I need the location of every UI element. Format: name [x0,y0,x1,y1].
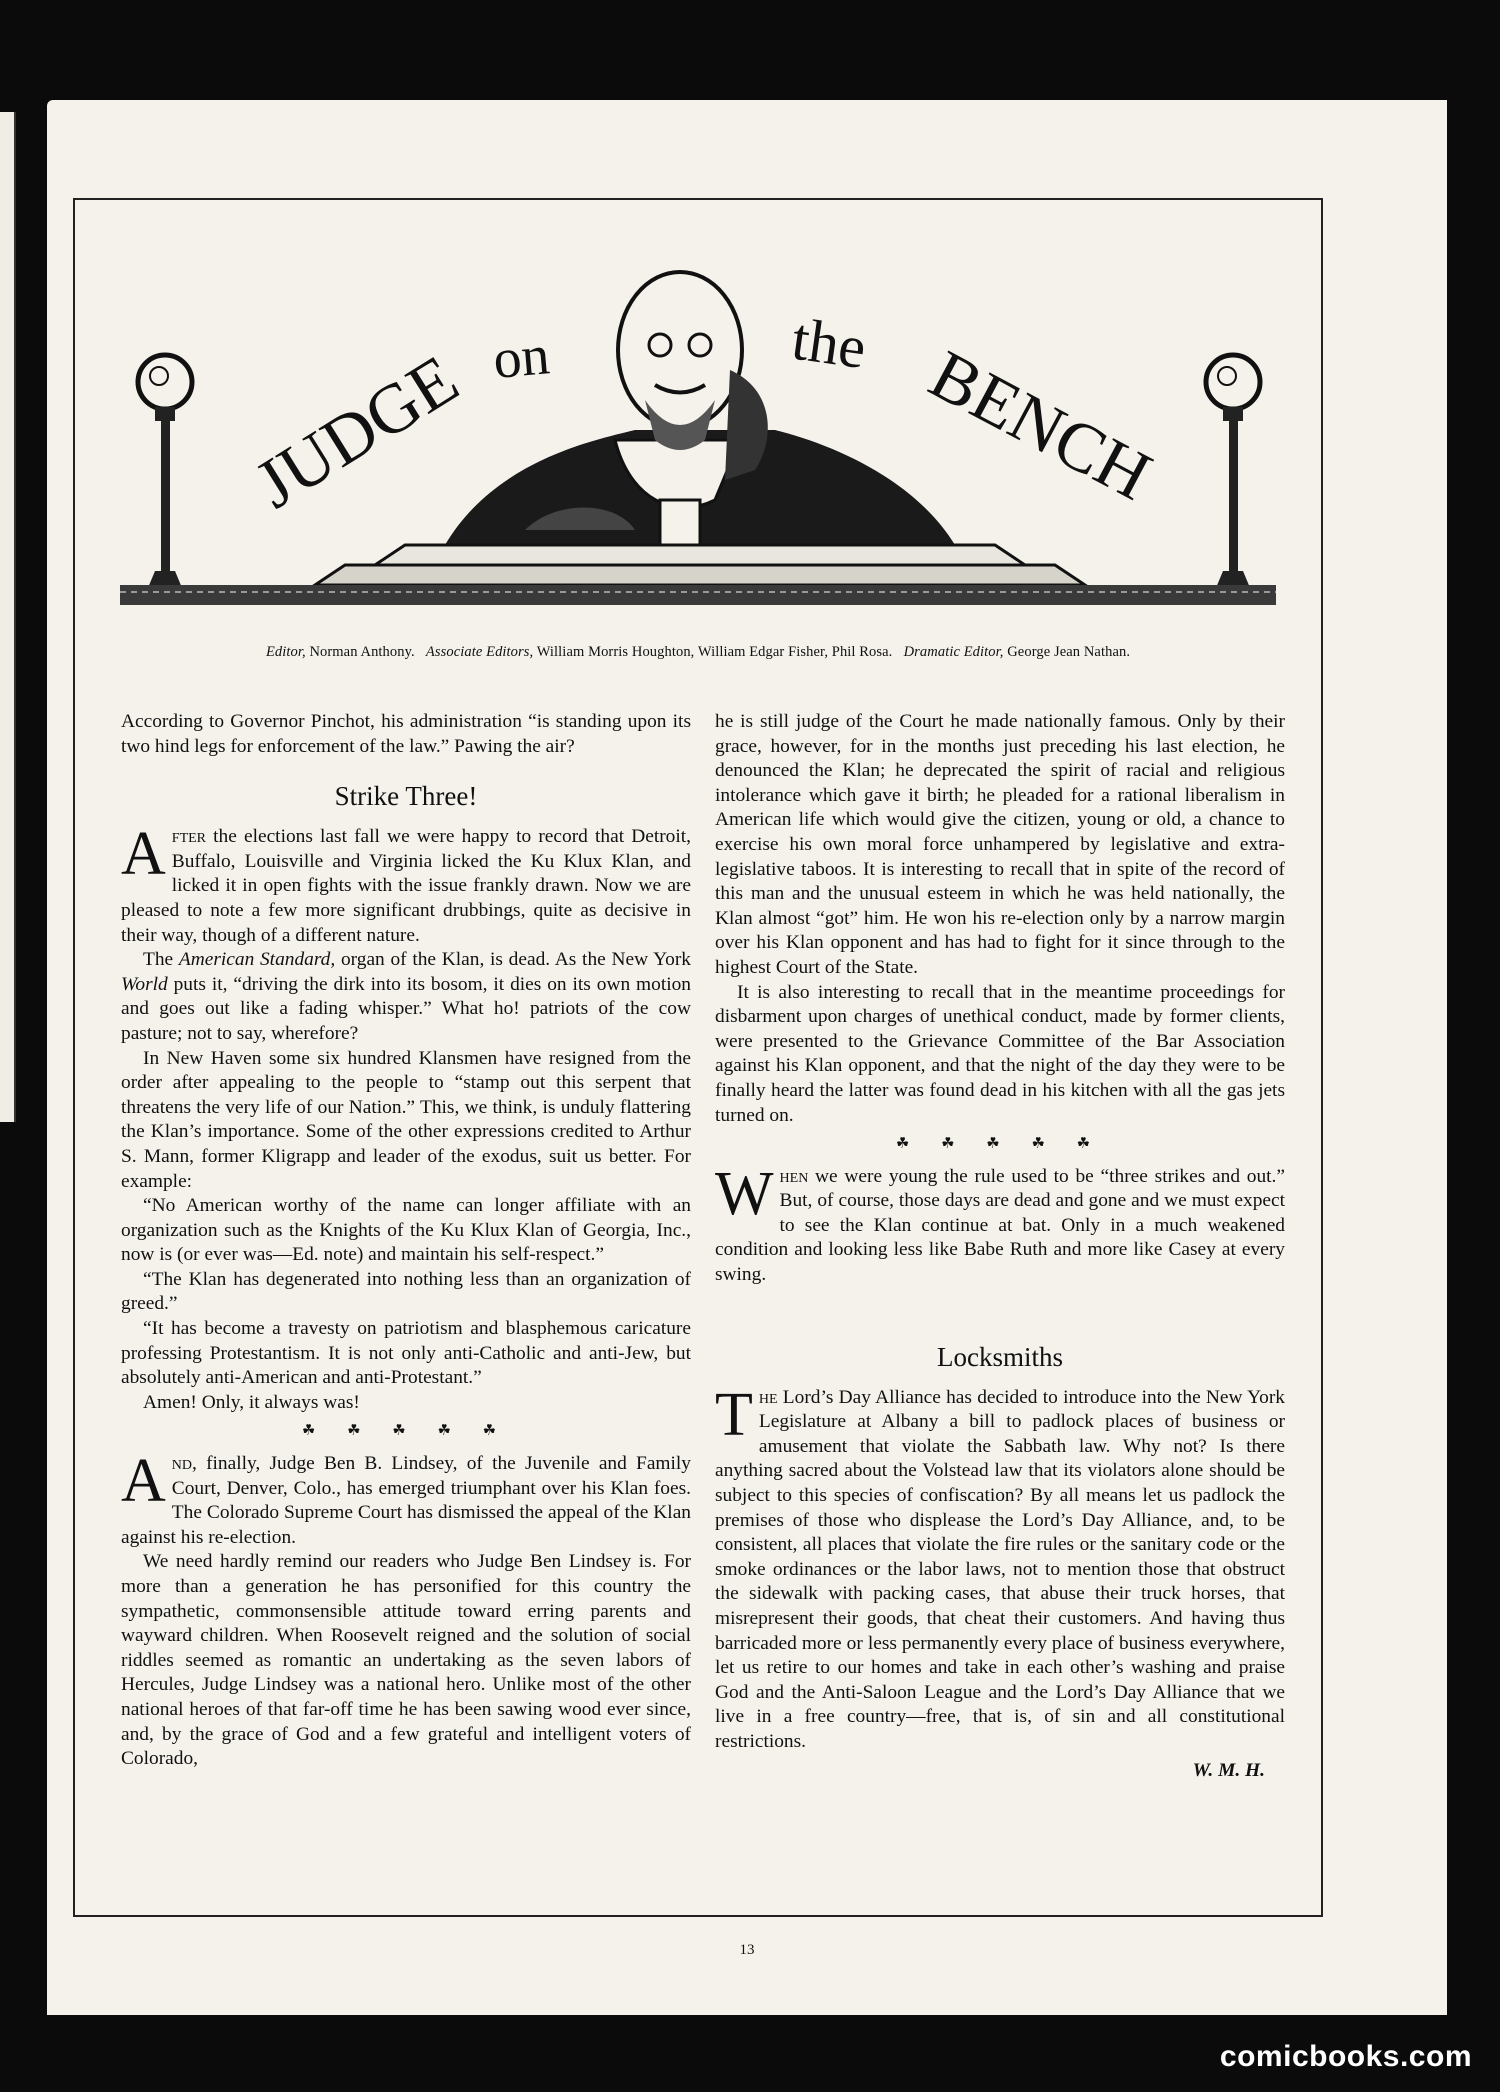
page-number: 13 [739,1942,755,1958]
quote-no-american: “No American worthy of the name can longer affiliate with an organization such as the Knights of the Ku Klux Klan of Georgia, Inc., now is (or ever was—Ed. note) and maintain his self-respect.” [121,1195,691,1266]
left-column [121,710,691,1772]
judge-illustration [75,200,1321,640]
left-lamp-icon [138,355,192,595]
heading-locksmiths: Locksmiths [937,1341,1063,1372]
page-frame [73,198,1323,1917]
title-judge: JUDGE [242,340,472,524]
site-watermark: comicbooks.com [1219,2040,1472,2073]
bench-icon [120,545,1276,605]
drop-cap: A [121,1447,166,1516]
adjacent-page-edge [0,112,16,1122]
right-column [715,710,1285,1783]
paragraph-disbarment: It is also interesting to recall that in the meantime proceedings for disbarment upon charges of unethical conduct, made by former clients, were presented to the Grievance Committee of the Bar Association against his Klan opponent, and that the night of the day they were to be finally heard the latter was found dead in his kitchen with all the gas jets turned on. [715,981,1285,1126]
magazine-page [47,100,1447,2015]
intro-paragraph: According to Governor Pinchot, his administration “is standing upon its two hind legs for enforcement of the law.” Pawing the air? [121,711,691,757]
section-divider-stars: ☘ ☘ ☘ ☘ ☘ [301,1423,511,1440]
masthead-credits: Editor, Norman Anthony. Associate Editors, William Morris Houghton, William Edgar Fisher, Phil Rosa. Dramatic Editor, George Jean Nathan. [265,644,1131,660]
header-illustration [75,200,1321,680]
title-bench: BENCH [917,336,1164,516]
paragraph-lindsey: And, finally, Judge Ben B. Lindsey, of the Juvenile and Family Court, Denver, Colo., has emerged triumphant over his Klan foes. The Colorado Supreme Court has dismissed the appeal of the Klan against his re-election. [121,1447,691,1548]
title-on: on [490,324,552,391]
title-the: the [788,305,870,382]
right-lamp-icon [1206,355,1260,595]
judge-figure-icon [445,272,955,545]
paragraph-new-haven: In New Haven some six hundred Klansmen have resigned from the order after appealing to the people to “stamp out this serpent that threatens the very life of our Nation.” This, we think, is unduly flattering the Klan’s importance. Some of the other expressions credited to Arthur S. Mann, former Kligrapp and leader of the exodus, suit us better. For example: [121,1047,691,1192]
quote-degenerated: “The Klan has degenerated into nothing less than an organization of greed.” [121,1268,691,1315]
paragraph-amen: Amen! Only, it always was! [143,1391,360,1413]
paragraph-three-strikes: When we were young the rule used to be “three strikes and out.” But, of course, those days are dead and gone and we must expect to see the Klan continue at bat. Only in a much weakened condition and looking less like Babe Ruth and more like Casey at every swing. [715,1159,1285,1286]
quote-travesty: “It has become a travesty on patriotism and blasphemous caricature professing Protestantism. It is not only anti-Catholic and anti-Jew, but absolutely anti-American and anti-Protestant.” [121,1318,691,1389]
author-signature: W. M. H. [1192,1759,1265,1781]
paragraph-american-standard: The American Standard, organ of the Klan, is dead. As the New York World puts it, “driving the dirk into its bosom, it dies on its own motion and goes out like a fading whisper.” What ho! patriots of the cow pasture; not to say, wherefore? [121,949,691,1044]
drop-cap: W [715,1159,774,1228]
drop-cap: A [121,820,166,889]
drop-cap: T [715,1380,753,1449]
paragraph-remind-readers: We need hardly remind our readers who Judge Ben Lindsey is. For more than a generation he has personified for this country the sympathetic, commonsensible attitude toward erring parents and wayward children. When Roosevelt reigned and the solution of social riddles seemed as romantic an undertaking as the seven labors of Hercules, Judge Lindsey was a national hero. Unlike most of the other national heroes of that far-off time he has been sawing wood ever since, and, by the grace of God and a few grateful and intelligent voters of Colorado, [121,1551,691,1770]
paragraph-lords-day: The Lord’s Day Alliance has decided to introduce into the New York Legislature at Albany a bill to padlock places of business or amusement that violate the Sabbath law. Why not? Is there anything sacred about the Volstead law that its violators alone should be subject to this species of confiscation? By all means let us padlock the premises of those who displease the Lord’s Day Alliance, and, to be consistent, all places that violate the fire rules or the sanitary code or the smoke ordinances or the labor laws, not to mention those that obstruct the sidewalk with packing cases, that abuse their truck horses, that misrepresent their goods, that cheat their customers. And having thus barricaded more or less permanently every place of business everywhere, let us retire to our homes and take in each other’s washing and praise God and the Anti-Saloon League and the Lord’s Day Alliance that we live in a free country—free, that is, of sin and all constitutional restrictions. [715,1380,1285,1752]
paragraph-still-judge: he is still judge of the Court he made nationally famous. Only by their grace, however, for in the months just preceding his last election, he denounced the Klan; he deprecated the spirit of racial and religious intolerance which gave it birth; he pleaded for a rational liberalism in American life which would give the citizen, young or old, a chance to exercise his own moral force unhampered by legislative and extra-legislative taboos. It is interesting to recall that in spite of the record of this man and the unusual esteem in which he was held nationally, the Klan almost “got” him. He won his re-election only by a narrow margin over his Klan opponent and has had to fight for it since through to the highest Court of the State. [715,711,1285,978]
paragraph-after-elections: After the elections last fall we were happy to record that Detroit, Buffalo, Louisville and Virginia licked the Ku Klux Klan, and licked it in open fights with the issue frankly drawn. Now we are pleased to note a few more significant drubbings, quite as decisive in their way, though of a different nature. [121,820,691,946]
heading-strike-three: Strike Three! [334,781,478,812]
section-divider-stars: ☘ ☘ ☘ ☘ ☘ [895,1136,1105,1153]
